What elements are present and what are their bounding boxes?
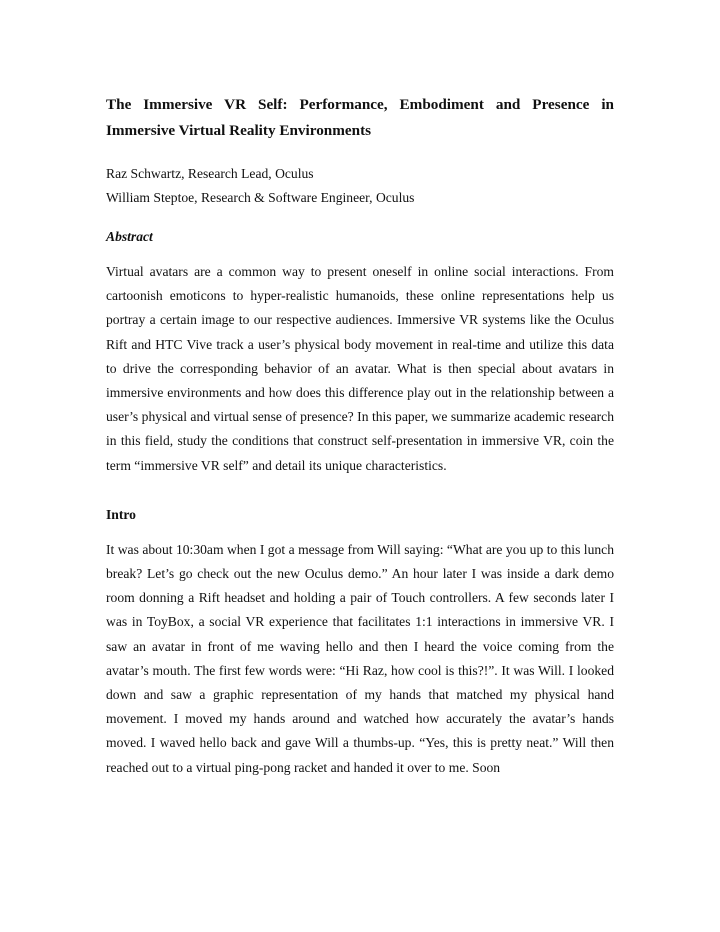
paper-page — [106, 92, 614, 780]
intro-paragraph: It was about 10:30am when I got a message from Will saying: “What are you up to this lunch break? Let’s go check out the new Oculus demo.” An hour later I was inside a dark demo room donning a Rift headset and holding a pair of Touch controllers. A few seconds later I was in ToyBox, a social VR experience that facilitates 1:1 interactions in immersive VR. I saw an avatar in front of me waving hello and then I heard the voice coming from the avatar’s mouth. The first few words were: “Hi Raz, how cool is this?!”. It was Will. I looked down and saw a graphic representation of my hands that matched my physical hand movement. I moved my hands around and watched how accurately the avatar’s hands moved. I waved hello back and gave Will a thumbs-up. “Yes, this is pretty neat.” Will then reached out to a virtual ping-pong racket and handed it over to me. Soon — [106, 541, 614, 775]
author-line: Raz Schwartz, Research Lead, Oculus — [106, 166, 314, 181]
abstract-heading: Abstract — [106, 229, 153, 244]
paper-title: The Immersive VR Self: Performance, Embodiment and Presence in Immersive Virtual Reality Environments — [106, 96, 614, 139]
author-list — [106, 162, 614, 210]
intro-heading: Intro — [106, 506, 136, 522]
abstract-paragraph: Virtual avatars are a common way to present oneself in online social interactions. From cartoonish emoticons to hyper-realistic humanoids, these online representations help us portray a certain image to our respective audiences. Immersive VR systems like the Oculus Rift and HTC Vive track a user’s physical body movement in real-time and utilize this data to drive the corresponding behavior of an avatar. What is then special about avatars in immersive environments and how does this difference play out in the relationship between a user’s physical and virtual sense of presence? In this paper, we summarize academic research in this field, study the conditions that construct self-presentation in immersive VR, coin the term “immersive VR self” and detail its unique characteristics. — [106, 264, 614, 473]
author-line: William Steptoe, Research & Software Engineer, Oculus — [106, 190, 415, 205]
